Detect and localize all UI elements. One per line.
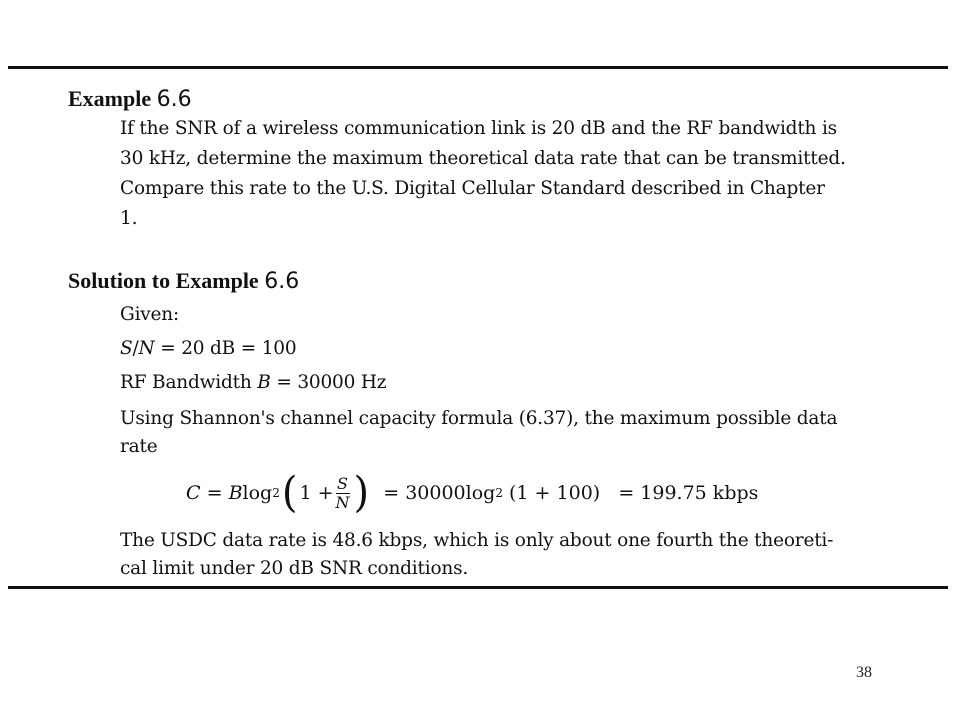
formula-sub2: 2: [495, 486, 503, 500]
top-rule: [8, 66, 948, 69]
example-heading-number: 6.6: [156, 87, 192, 112]
snr-equation: [120, 338, 296, 359]
formula-eq2: = 30000log: [383, 482, 496, 504]
bw-rhs: = 30000 Hz: [276, 372, 387, 393]
solution-heading: [68, 268, 299, 294]
conclusion-line-2: cal limit under 20 dB SNR conditions.: [120, 558, 469, 579]
given-label: Given:: [120, 304, 180, 325]
formula-sub: 2: [272, 486, 280, 500]
example-line-1: If the SNR of a wireless communication link is 20 dB and the RF bandwidth is: [120, 118, 837, 139]
formula-lhs: C: [186, 482, 201, 504]
formula-log: log: [242, 482, 273, 504]
example-heading-word: Example: [68, 86, 152, 111]
bottom-rule: [8, 586, 948, 589]
formula-b: B: [228, 482, 243, 504]
solution-heading-number: 6.6: [264, 269, 300, 294]
frac-num: S: [337, 473, 349, 493]
example-line-2: 30 kHz, determine the maximum theoretical data rate that can be transmitted.: [120, 148, 846, 169]
bw-var: B: [257, 372, 271, 393]
example-heading: [68, 86, 192, 112]
bw-prefix: RF Bandwidth: [120, 372, 252, 393]
snr-slash: /: [132, 338, 139, 359]
using-line-1: Using Shannon's channel capacity formula (6.37), the maximum possible data: [120, 408, 838, 429]
solution-heading-word: Solution to Example: [68, 268, 259, 293]
example-line-4: 1.: [120, 208, 138, 229]
formula-result: = 199.75 kbps: [618, 482, 759, 504]
snr-s: S: [120, 338, 133, 359]
formula-open-paren: (: [281, 468, 298, 518]
formula-fraction: [336, 475, 350, 512]
snr-n: N: [138, 338, 155, 359]
shannon-formula: [186, 468, 758, 518]
formula-eq1: =: [206, 482, 223, 504]
formula-one-plus: 1 +: [299, 482, 334, 504]
example-line-3: Compare this rate to the U.S. Digital Cellular Standard described in Chapter: [120, 178, 825, 199]
page-number: 38: [856, 664, 872, 681]
using-line-2: rate: [120, 436, 158, 457]
formula-close-paren: ): [353, 468, 370, 518]
snr-rhs: = 20 dB = 100: [160, 338, 297, 359]
bandwidth-equation: [120, 372, 386, 393]
formula-arg: (1 + 100): [509, 482, 601, 504]
frac-den: N: [335, 492, 350, 512]
conclusion-line-1: The USDC data rate is 48.6 kbps, which is only about one fourth the theoreti-: [120, 530, 834, 551]
